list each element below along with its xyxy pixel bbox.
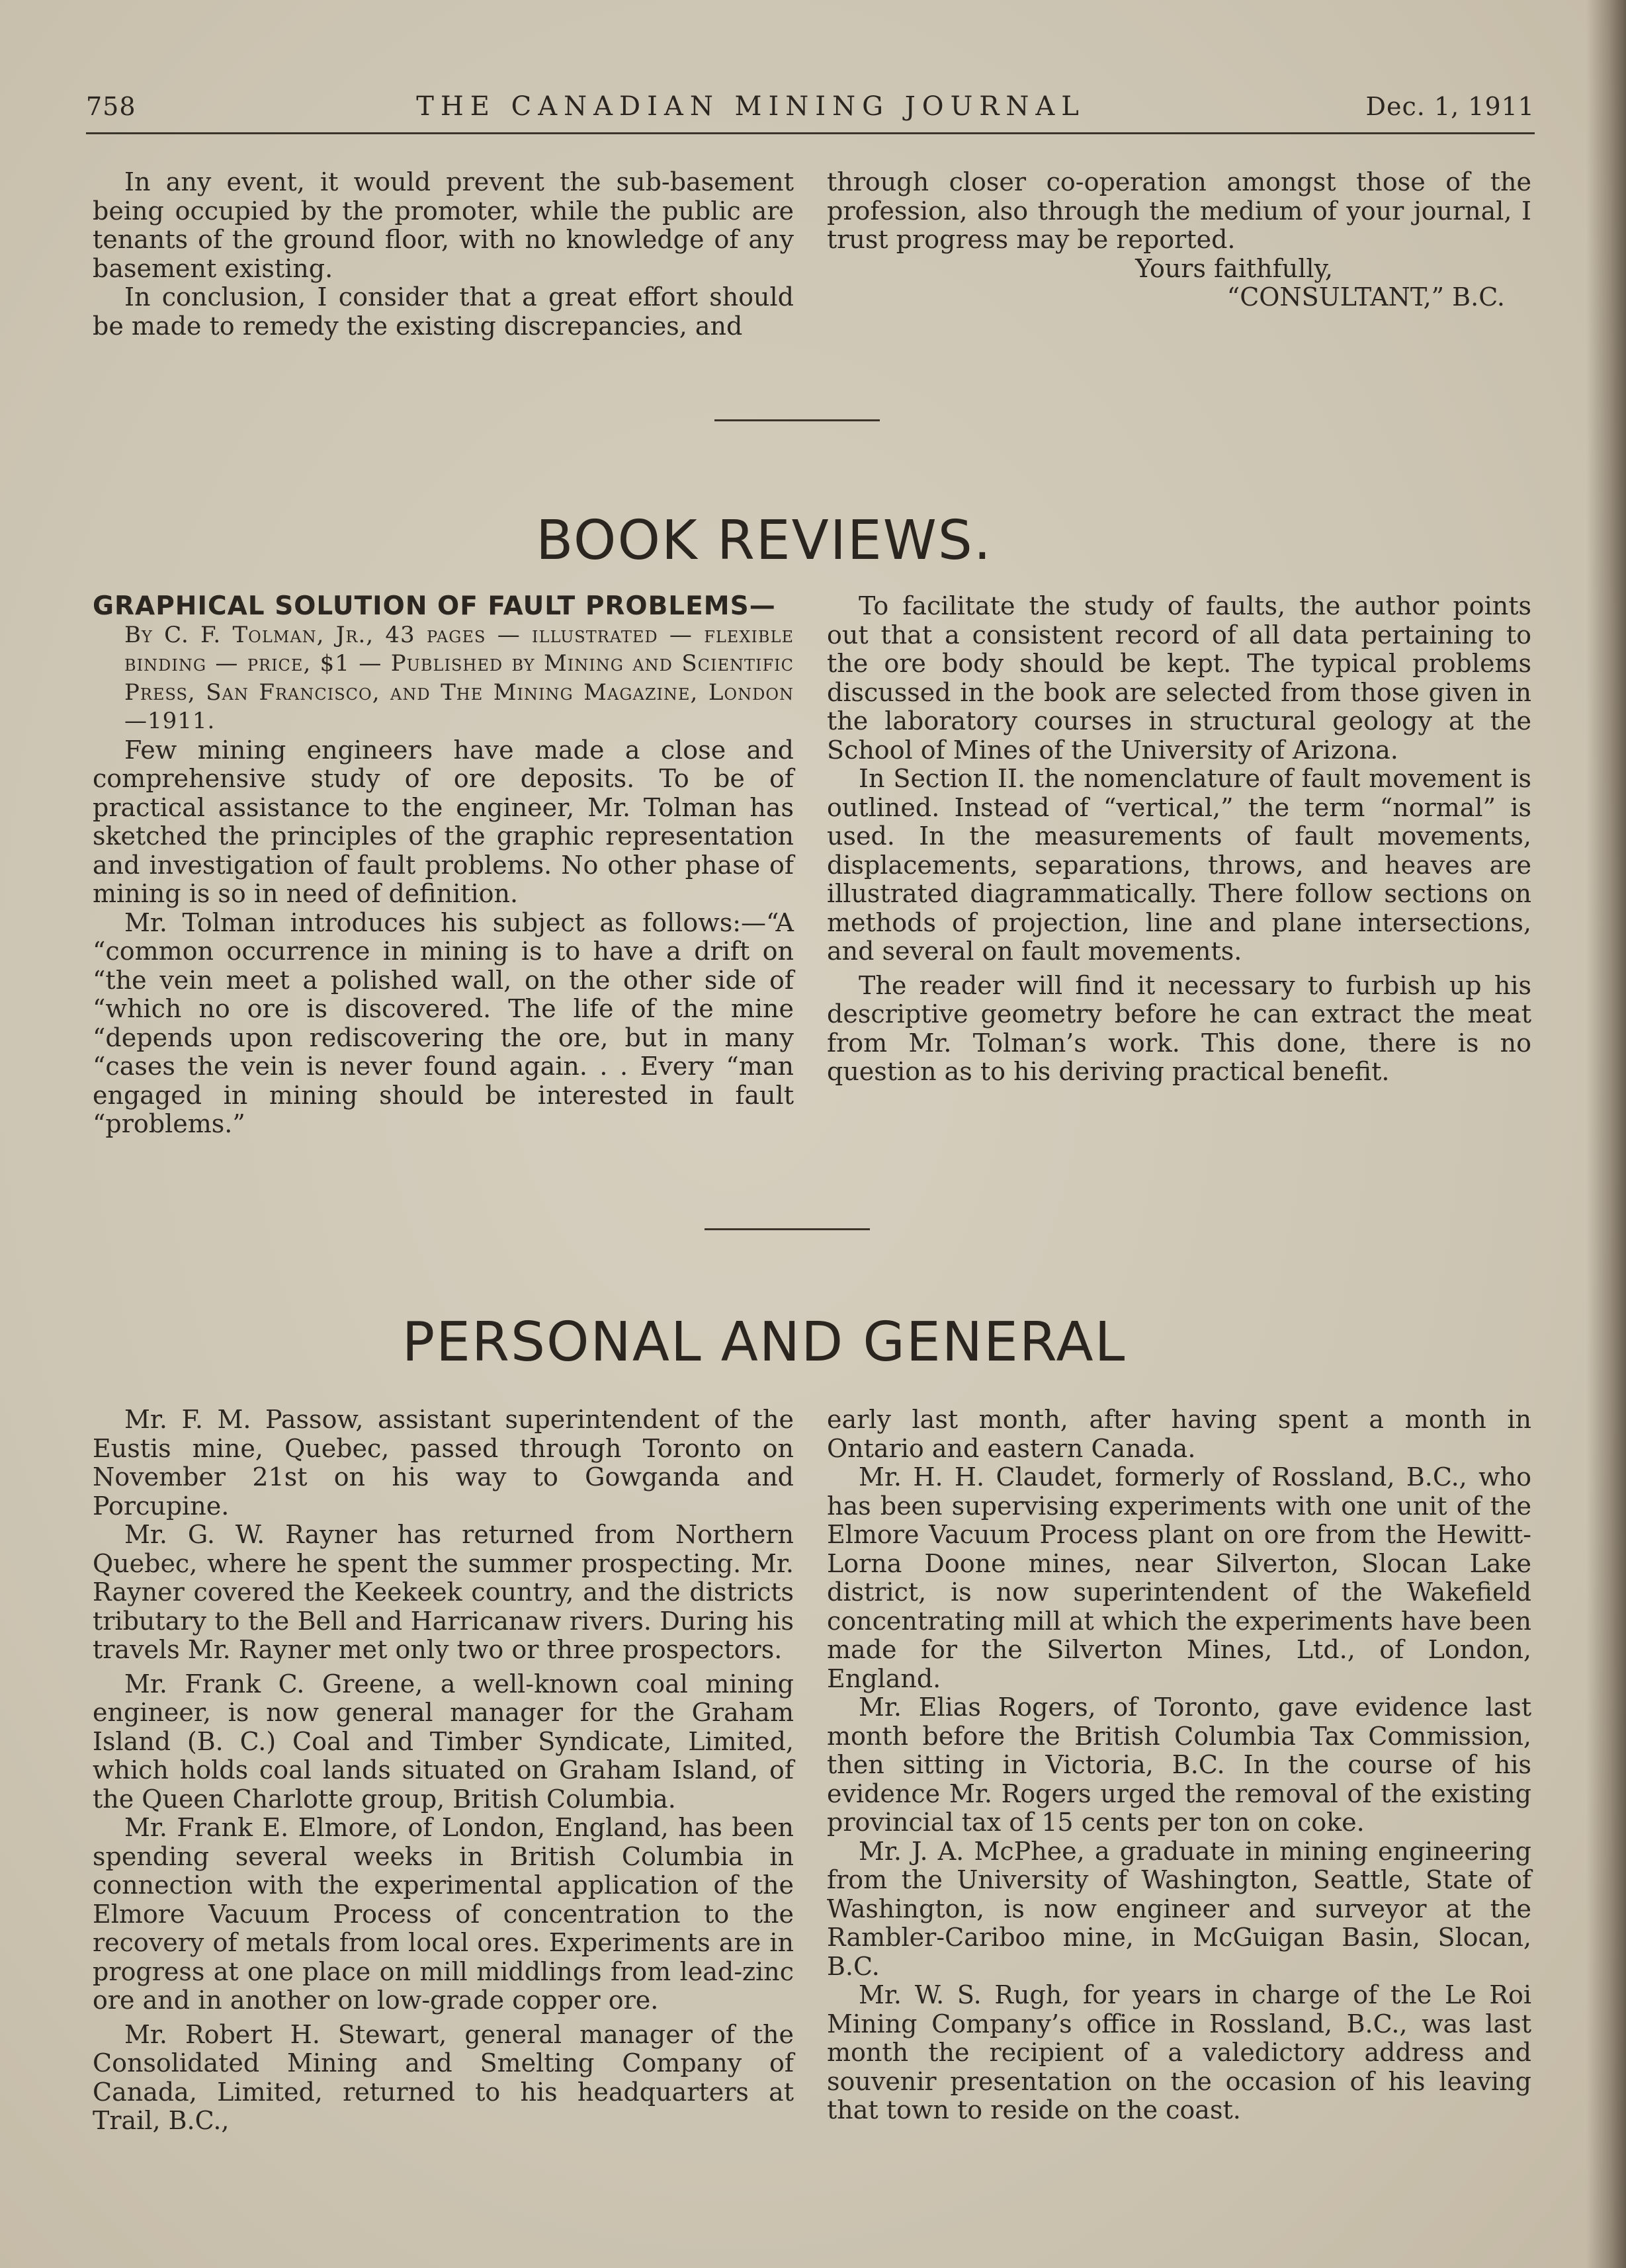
review-paragraph: To facilitate the study of faults, the author points out that a consistent record of all data pertaining to the ore body should be kept. The typical problems discussed in the book are selected from those given in the laboratory courses in structural geology at the School of Mines of the University of Arizona. <box>827 591 1531 765</box>
page-number: 758 <box>86 92 136 121</box>
personal-item: Mr. Elias Rogers, of Toronto, gave evidence last month before the British Columbia Tax Commission, then sitting in Victoria, B.C. In the course of his evidence Mr. Rogers urged the removal of the existing provincial tax of 15 cents per ton on coke. <box>827 1693 1531 1837</box>
review-paragraph: In Section II. the nomenclature of fault movement is outlined. Instead of “vertical,” the term “normal” is used. In the measurements of fault movements, displacements, separations, throws, and heaves are illustrated diagrammatically. There follow sections on methods of projection, line and plane intersections, and several on fault movements. <box>827 764 1531 966</box>
book-reviews-right-column <box>827 592 1531 1087</box>
letter-paragraph: through closer co-operation amongst those of the profession, also through the medium of your journal, I trust progress may be reported. <box>827 167 1531 254</box>
running-header <box>86 91 1535 131</box>
review-paragraph: Few mining engineers have made a close and comprehensive study of ore deposits. To be of practical assistance to the engineer, Mr. Tolman has sketched the principles of the graphic representation and investigation of fault problems. No other phase of mining is so in need of definition. <box>93 735 794 908</box>
personal-item: Mr. F. M. Passow, assistant superintendent of the Eustis mine, Quebec, passed through Toronto on November 21st on his way to Gowganda and Porcupine. <box>93 1405 794 1521</box>
personal-right-column <box>827 1406 1531 2125</box>
section-separator <box>714 419 880 421</box>
personal-item: Mr. Robert H. Stewart, general manager of the Consolidated Mining and Smelting Company of Canada, Limited, returned to his headquarters at Trail, B.C., <box>93 2019 794 2135</box>
personal-item: Mr. G. W. Rayner has returned from Northern Quebec, where he spent the summer prospecting. Mr. Rayner covered the Keekeek country, and the districts tributary to the Bell and Harricanaw rivers. During his travels Mr. Rayner met only two or three prospectors. <box>93 1520 794 1664</box>
review-paragraph: Mr. Tolman introduces his subject as follows:—“A “common occurrence in mining is to have a drift on “the vein meet a polished wall, on the other side of “which no ore is discovered. The life of the mine “depends upon rediscovering the ore, but in many “cases the vein is never found again. . . Every “man engaged in mining should be interested in fault “problems.” <box>93 907 794 1138</box>
book-reviews-left-column <box>93 592 794 1139</box>
page-edge-shadow <box>1586 0 1626 2268</box>
personal-general-title: PERSONAL AND GENERAL <box>402 1311 1127 1374</box>
personal-item: Mr. Frank E. Elmore, of London, England, has been spending several weeks in British Columbia in connection with the experimental application of the Elmore Vacuum Process of concentration to the recovery of metals from local ores. Experiments are in progress at one place on mill middlings from lead-zinc ore and in another on low-grade copper ore. <box>93 1813 794 2015</box>
personal-item: Mr. H. H. Claudet, formerly of Rossland, B.C., who has been supervising experiments with one unit of the Elmore Vacuum Process plant on ore from the Hewitt-Lorna Doone mines, near Silverton, Slocan Lake district, is now superintendent of the Wakefield concentrating mill at which the experiments have been made for the Silverton Mines, Ltd., of London, England. <box>827 1462 1531 1693</box>
letter-closing: Yours faithfully, <box>1135 253 1333 283</box>
letter-left-column <box>93 168 794 341</box>
review-paragraph: The reader will find it necessary to furbish up his descriptive geometry before he can extract the meat from Mr. Tolman’s work. This done, there is no question as to his deriving practical benefit. <box>827 970 1531 1086</box>
section-separator <box>705 1228 870 1230</box>
letter-right-column <box>827 168 1531 312</box>
review-publication-details: By C. F. Tolman, Jr., 43 pages — illustrated — flexible binding — price, $1 — Published by Mining and Scientific Press, San Francisco, and The Mining Magazine, London—1911. <box>124 621 794 734</box>
personal-item: Mr. W. S. Rugh, for years in charge of the Le Roi Mining Company’s office in Rossland, B.C., was last month the recipient of a valedictory address and souvenir presentation on the occasion of his leaving that town to reside on the coast. <box>827 1980 1531 2124</box>
issue-date: Dec. 1, 1911 <box>1365 92 1535 121</box>
personal-item: Mr. Frank C. Greene, a well-known coal mining engineer, is now general manager for the Graham Island (B. C.) Coal and Timber Syndicate, Limited, which holds coal lands situated on Graham Island, of the Queen Charlotte group, British Columbia. <box>93 1669 794 1814</box>
personal-left-column <box>93 1406 794 2136</box>
book-reviews-title: BOOK REVIEWS. <box>536 509 992 572</box>
letter-paragraph: In any event, it would prevent the sub-basement being occupied by the promoter, while the public are tenants of the ground floor, with no knowledge of any basement existing. <box>93 167 794 283</box>
journal-title: THE CANADIAN MINING JOURNAL <box>416 91 1086 122</box>
header-rule <box>86 132 1535 134</box>
personal-item: Mr. J. A. McPhee, a graduate in mining engineering from the University of Washington, Seattle, State of Washington, is now engineer and surveyor at the Rambler-Cariboo mine, in McGuigan Basin, Slocan, B.C. <box>827 1836 1531 1981</box>
review-heading: GRAPHICAL SOLUTION OF FAULT PROBLEMS— <box>93 591 776 621</box>
personal-item: early last month, after having spent a month in Ontario and eastern Canada. <box>827 1405 1531 1463</box>
letter-signature: “CONSULTANT,” B.C. <box>1226 282 1505 312</box>
letter-paragraph: In conclusion, I consider that a great effort should be made to remedy the existing discrepancies, and <box>93 282 794 341</box>
